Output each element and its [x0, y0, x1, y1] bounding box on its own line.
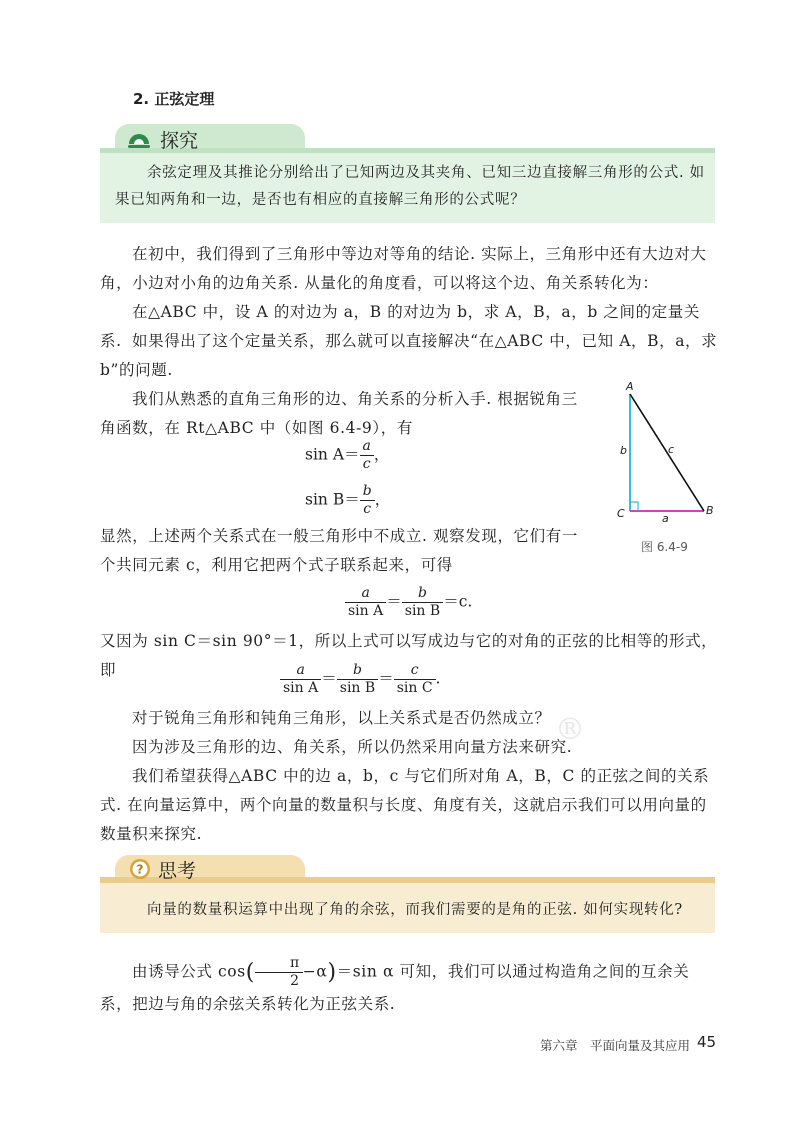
section-heading: 2. 正弦定理 — [133, 90, 215, 108]
paragraph-7: 对于锐角三角形和钝角三角形，以上关系式是否仍然成立？ — [132, 709, 551, 727]
f1-num-a: a — [345, 585, 386, 603]
p10-rparen: ) — [327, 960, 337, 985]
f1-tail: ＝c. — [443, 592, 473, 611]
p10-pi: π — [255, 955, 303, 973]
f1-den-b: sin B — [404, 603, 441, 619]
f2-den-c: sin C — [396, 680, 433, 696]
f2-num-c: c — [394, 662, 436, 680]
f1-num-b: b — [402, 585, 443, 603]
p10-after: ＝sin α 可知，我们可以通过构造角之间的互余关系，把边与角的余弦关系转化为正弦关系. — [100, 962, 690, 1013]
f2-eq-2: ＝ — [378, 669, 394, 688]
side-c-label: c — [668, 443, 675, 456]
vertex-a-label: A — [626, 380, 634, 393]
f2-den-a: sin A — [283, 680, 319, 696]
side-a-label: a — [662, 512, 669, 525]
think-text: 向量的数量积运算中出现了角的余弦，而我们需要的是角的正弦. 如何实现转化? — [147, 902, 683, 918]
question-icon — [129, 858, 151, 880]
explore-title: 探究 — [160, 130, 199, 152]
vertex-c-label: C — [617, 507, 625, 520]
chapter-footer: 第六章 平面向量及其应用 — [540, 1038, 691, 1053]
p10-minus-alpha: −α — [302, 962, 328, 981]
vertex-b-label: B — [706, 504, 714, 517]
f2-dot: . — [435, 669, 441, 688]
figure-caption: 图 6.4-9 — [641, 540, 688, 554]
right-angle-mark — [630, 502, 638, 511]
paragraph-2: 在△ABC 中，设 A 的对边为 a，B 的对边为 b，求 A，B，a，b 之间的定量关系. — [100, 303, 700, 350]
side-b-label: b — [620, 444, 627, 457]
paragraph-4: 我们从熟悉的直角三角形的边、角关系的分析入手. 根据锐角三角函数，在 Rt△ABC 中（如图 6.4-9），有 — [100, 390, 578, 437]
f2-num-a: a — [280, 662, 321, 680]
formula-ratio-1 — [345, 585, 472, 620]
formula-sinA-num: a — [360, 438, 374, 456]
paragraph-6: 又因为 sin C＝sin 90°＝1，所以上式可以写成边与它的对角的正弦的比相等的形式，即 — [100, 632, 718, 679]
formula-sinA-comma: ， — [373, 445, 390, 464]
f1-den-a: sin A — [348, 603, 384, 619]
p10-lparen: ( — [245, 960, 255, 985]
p10-two: 2 — [290, 973, 300, 989]
formula-sinB — [305, 483, 390, 518]
explore-icon — [126, 128, 152, 150]
formula-sinB-den: c — [363, 501, 372, 517]
paragraph-10 — [100, 955, 720, 1019]
side-c-line — [630, 394, 704, 511]
explore-text: 余弦定理及其推论分别给出了已知两边及其夹角、已知三边直接解三角形的公式. 如果已知两角和一边，是否也有相应的直接解三角形的公式呢？ — [115, 165, 705, 208]
formula-sinB-num: b — [360, 483, 375, 501]
page-number: 45 — [697, 1033, 717, 1051]
f2-eq-1: ＝ — [321, 669, 337, 688]
formula-sinA-lhs: sin A＝ — [305, 445, 360, 464]
formula-ratio-2 — [280, 662, 440, 697]
formula-sinB-lhs: sin B＝ — [305, 490, 360, 509]
formula-sinB-comma: ， — [374, 490, 391, 509]
paragraph-5: 显然，上述两个关系式在一般三角形中不成立. 观察发现，它们有一个共同元素 c，利用它把两个式子联系起来，可得 — [100, 527, 578, 574]
paragraph-3: 如果得出了这个定量关系，那么就可以直接解决“在△ABC 中，已知 A，B，a，求 b”的问题. — [100, 332, 718, 379]
paragraph-1: 在初中，我们得到了三角形中等边对等角的结论. 实际上，三角形中还有大边对大角，小边对小角的边角关系. 从量化的角度看，可以将这个边、角关系转化为： — [100, 245, 707, 292]
p10-before: 由诱导公式 cos — [132, 962, 246, 981]
svg-text:?: ? — [136, 862, 144, 877]
f2-den-b: sin B — [339, 680, 376, 696]
formula-sinA-den: c — [362, 456, 371, 472]
formula-sinA — [305, 438, 389, 473]
paragraph-8: 因为涉及三角形的边、角关系，所以仍然采用向量方法来研究. — [132, 738, 573, 756]
f1-eq: ＝ — [386, 592, 402, 611]
registered-watermark: ® — [555, 712, 585, 747]
paragraph-9: 我们希望获得△ABC 中的边 a，b，c 与它们所对角 A，B，C 的正弦之间的关系式. 在向量运算中，两个向量的数量积与长度、角度有关，这就启示我们可以用向量的数量积来探究. — [100, 767, 710, 843]
f2-num-b: b — [337, 662, 378, 680]
think-title: 思考 — [158, 860, 197, 882]
